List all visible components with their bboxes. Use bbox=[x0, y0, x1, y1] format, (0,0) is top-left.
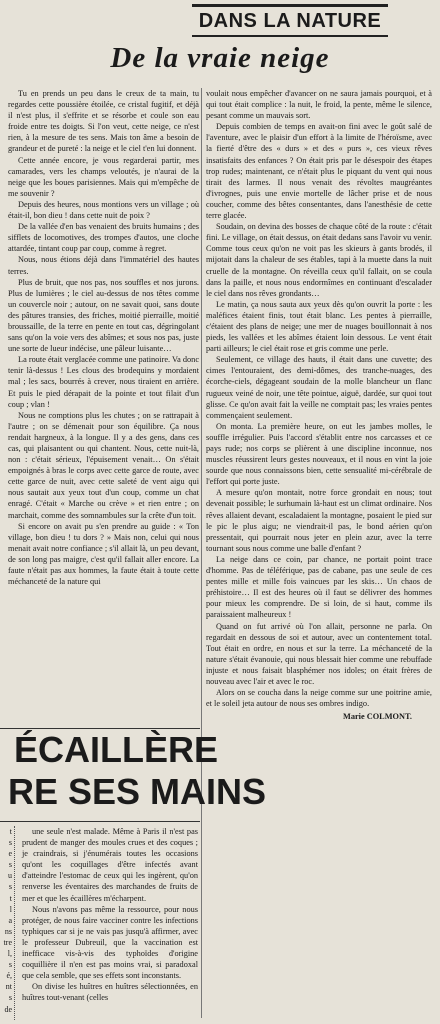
cropped-fragment: s bbox=[8, 993, 12, 1003]
paragraph: On divise les huîtres en huîtres sélectionnées, en huîtres tout-venant (celles bbox=[22, 982, 198, 1003]
paragraph: Si encore on avait pu s'en prendre au guide : « Ton village, bon dieu ! tu dors ? » Mais non, celui qui nous menait avait notre confiance ; s'il allait là, un peu devant, de son long pas maigre, c'est qu'il fallait aller encore. La faute n'était pas aux hommes, la faute était à toute cette méchanceté de la nature qui bbox=[8, 521, 199, 587]
paragraph: Soudain, on devina des bosses de chaque côté de la route : c'était fini. Le village, on était dessus, on était dedans sans l'avoir vu venir. Comme tous ceux qu'on ne voit pas les skieurs à gants brodés, il mijotait dans la chaleur de ses étables, tapi à la muette dans la nuit cruelle de la montagne. On réveilla ceux qu'il fallait, on se coula dans la paille, et nous nous endormîmes en continuant d'escalader le ciel dans nos rêves grondants… bbox=[206, 222, 432, 298]
paragraph: Alors on se coucha dans la neige comme sur une poitrine amie, et le soleil jeta autour de nous ses ombres indigo. bbox=[206, 688, 432, 709]
paragraph: On monta. La première heure, on eut les jambes molles, le souffle irrégulier. Puis l'accord s'établit entre nos carcasses et ce pays rude; nos corps se plièrent à une discipline inconnue, nos muscles réussirent leurs gestes nouveaux, et il nous en vint la joie sourde que nous connaissons bien, cette sensualité mi-cérébrale de l'effort qui porte juste. bbox=[206, 421, 432, 487]
paragraph: Tu en prends un peu dans le creux de ta main, tu regardes cette poussière étoilée, ce cristal fugitif, et déjà il n'est plus, il s'effrite et se résorbe et coule son eau froide entre tes doigts. Si l'on veut, cette neige, ce n'est rien, à la mesure de tes sens. Mais ton âme a besoin de grandeur et de pureté : la neige et le ciel t'en lui donnent. bbox=[8, 89, 199, 154]
cropped-fragment: t bbox=[9, 827, 12, 836]
cropped-fragment: é, bbox=[6, 971, 12, 981]
paragraph: Cette année encore, je vous regarderai partir, mes camarades, vers les champs veloutés, je n'aurai de la neige que les boues parisiennes. Mais qui m'empêche de me souvenir ? bbox=[8, 155, 199, 198]
paragraph: Nous ne comptions plus les chutes ; on se rattrapait à l'autre ; on se démenait pour son équilibre. Ça nous rendait hargneux, à la longue. Il y a des gens, dans ces cas, qui plaisantent ou qui chantent. Nous, cette nuit-là, non : c'était sérieux, l'épuisement venait… On s'était empoignés à bras le corps avec cette garce de route, avec cette garce de nuit, avec cette saleté de vent aigu qui nous sautait aux yeux tout d'un coup, comme un chat enragé. C'était « Marche ou crève » et rien entre ; on marchait, comme des somnambules sur la crête d'un toit. bbox=[8, 410, 199, 520]
cropped-fragment: s bbox=[8, 960, 12, 970]
paragraph: Nous n'avons pas même la ressource, pour nous protéger, de nous faire vacciner contre les infections typhiques car si je ne vais pas jusqu'à affirmer, avec le professeur Dubreuil, que la vaccination est inefficace vis-à-vis des typhoïdes d'origine coquillière il n'en est pas moins vrai, si paradoxal que cela semble, que ses effets sont inconstants. bbox=[22, 904, 198, 981]
cropped-fragment: de bbox=[4, 1004, 12, 1014]
paragraph: Seulement, ce village des hauts, il était dans une cuvette; des cimes l'entouraient, des demi-dômes, des tranche-nuages, des écorche-ciels, dégageant soudain de la molle blancheur un flanc rugueux veiné de noir, une tête pointue, aiguë, dardée, sur quoi tout glisse. Ce qu'on avait fait la veille ne comptait pas; les vraies pentes commençaient seulement. bbox=[206, 355, 432, 420]
paragraph: A mesure qu'on montait, notre force grondait en nous; tout devenait possible; le surhumain là-haut est un climat ordinaire. Nos rêves allaient devant, escaladaient la montagne, posaient le pied sur le pic le plus aigu; ne viendrait-il pas, le bond aérien qu'on pressentait, qui pourrait nous jeter en plein azur, avec la terre tournant sous nous comme une balle d'enfant ? bbox=[206, 488, 432, 553]
cropped-column-edge bbox=[0, 826, 15, 1020]
article-column-right bbox=[206, 88, 432, 1018]
cropped-fragment: nt bbox=[5, 982, 12, 992]
section-title: DANS LA NATURE bbox=[198, 9, 382, 32]
paragraph: voulait nous empêcher d'avancer on ne saura jamais pourquoi, et à qui tout était complice : la nuit, le froid, la pente, même le silence, pesant comme un mauvais sort. bbox=[206, 89, 432, 121]
cropped-fragment: ns bbox=[4, 926, 12, 936]
paragraph: La neige dans ce coin, par chance, ne portait point trace d'homme. Pas de téléférique, pas de cabane, pas une seule de ces pentes mille et mille fois vaincues par les skis… Un chaos de préhistoire… Il est des heures où il faut se délivrer des hommes pour mieux les comprendre. De si loin, de si haut, comme ils paraissaient malheureux ! bbox=[206, 554, 432, 620]
paragraph: Quand on fut arrivé où l'on allait, personne ne parla. On regardait en dessous de soi et autour, avec un contentement total. Tout était en ordre, en nous et sur la terre. La méchanceté de la nature s'était évanouie, qui nous blessait hier comme une rebuffade injuste et nous faisait blasphémer nos idoles; on était frères de nouveau avec l'air et avec le roc. bbox=[206, 621, 432, 686]
cropped-fragment: t bbox=[9, 893, 12, 903]
cropped-fragment: l, bbox=[7, 949, 12, 959]
cropped-fragment: s bbox=[8, 838, 12, 848]
inset-headline bbox=[0, 728, 267, 822]
paragraph: une seule n'est malade. Même à Paris il n'est pas prudent de manger des moules crues et des coques ; je craindrais, si j'énumérais toutes les occasions qu'ont les coquillages d'être infectés avant d'atteindre l'estomac de ceux qui les ingèrent, qu'on renverse les éventaires des marchandes de fruits de mer et que les écaillères m'écharpent. bbox=[22, 827, 198, 903]
paragraph: Plus de bruit, que nos pas, nos souffles et nos jurons. Plus de lumières ; le ciel au-dessus de nos têtes comme un couvercle noir ; autour, on ne savait quoi, sans doute des pâtures transies, des friches, moitié pierraille, moitié broussaille, de la terre en pente en tout cas, dégringolant sans qu'on la voie vers des abîmes; et sous nos pas, juste une sorte de lueur indécise, une pâleur luisante… bbox=[8, 277, 199, 354]
article-title: De la vraie neige bbox=[110, 42, 330, 74]
cropped-fragment: l bbox=[9, 904, 12, 914]
cropped-fragment: e bbox=[8, 849, 12, 859]
inset-article-body bbox=[22, 826, 198, 1020]
article-column-left bbox=[8, 88, 199, 718]
author-signature: Marie COLMONT. bbox=[343, 712, 412, 722]
cropped-fragment: tre bbox=[3, 937, 12, 947]
section-header bbox=[192, 4, 388, 37]
paragraph: Nous, nous étions déjà dans l'immatériel des hautes terres. bbox=[8, 255, 199, 276]
inset-headline-line: RE SES MAINS bbox=[8, 771, 267, 812]
paragraph: La route était verglacée comme une patinoire. Va donc tenir là-dessus ! Les clous des brodequins y mordaient mal ; les sacs, bourrés à crever, nous tiraient en arrière. Et puis le pied dérapait de la pointe et tout filait d'un coup ; vlan ! bbox=[8, 355, 199, 409]
inset-headline-line: ÉCAILLÈRE bbox=[14, 729, 219, 770]
cropped-fragment: s bbox=[8, 882, 12, 892]
cropped-fragment: s bbox=[8, 860, 12, 870]
paragraph: Depuis combien de temps en avait-on fini avec le goût salé de l'aventure, avec le plaisir d'un effort à la limite de l'héroïsme, avec la fierté d'être des « durs » et des « purs », ces vieux rêves insatisfaits des enfances ? On était pris par le désespoir des étapes trop rudes; maintenant, ce n'était plus le piquant du vent qui nous tirait des larmes. Il nous venait des révoltes maugréantes d'ivrognes, puis une envie mortelle de lâcher prise et de nous coucher, comme des bêtes consentantes, dans l'anesthésie de cette terre glacée. bbox=[206, 122, 432, 221]
paragraph: Le matin, ça nous sauta aux yeux dès qu'on ouvrit la porte : les maléfices étaient finis, tout était blanc. Les pentes à pierraille, c'étaient des plans de neige; une mer de nuages bouillonnait à nos pieds, les vallées et les abîmes étaient loin dessous. Le vent était parti ailleurs; le ciel était rose et gris comme une perle. bbox=[206, 299, 432, 354]
cropped-fragment: a bbox=[8, 915, 12, 925]
column-divider bbox=[201, 88, 202, 1018]
cropped-fragment: u bbox=[8, 871, 12, 881]
paragraph: De la vallée d'en bas venaient des bruits humains ; des sifflets de locomotives, des trompes d'autos, une cloche attardée, tintant coup par coup, comme à regret. bbox=[8, 222, 199, 254]
paragraph: Depuis des heures, nous montions vers un village ; où était-il, bon dieu ! dans cette nuit de poix ? bbox=[8, 199, 199, 221]
